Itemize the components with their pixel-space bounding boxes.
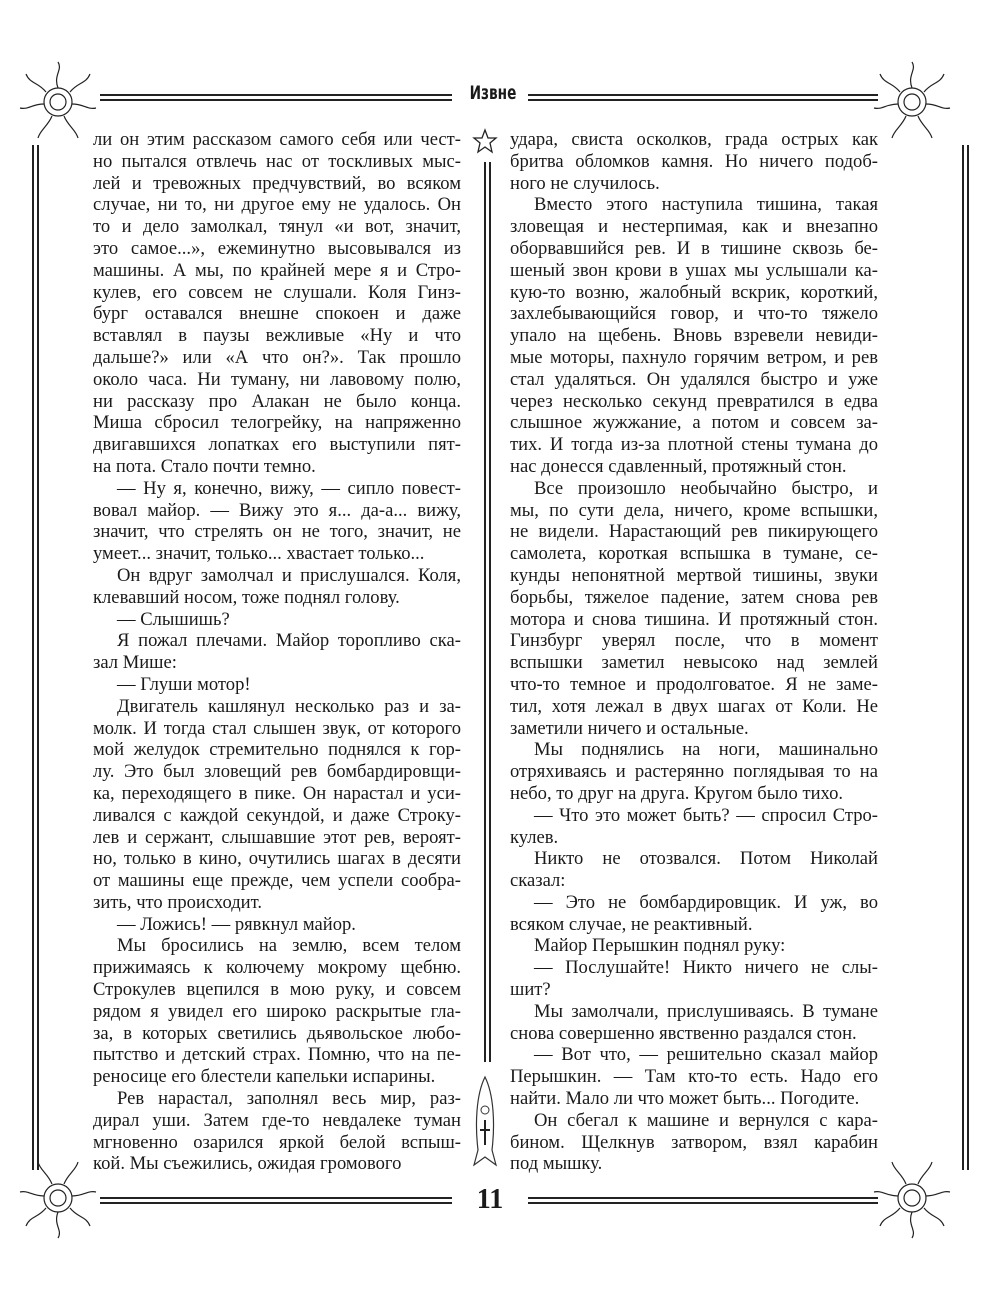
text-line: захлебывающийся говор, и что-то тяжело xyxy=(510,303,878,325)
paragraph xyxy=(510,1044,878,1109)
paragraph xyxy=(510,478,878,740)
running-title: Извне xyxy=(469,82,517,104)
text-line: Я пожал плечами. Майор торопливо ска- xyxy=(117,630,461,652)
text-line: бург оставался внешне спокоен и даже xyxy=(93,303,461,325)
paragraph xyxy=(93,630,461,674)
text-line: упало на щебень. Вновь взревели невиди- xyxy=(510,325,878,347)
text-line: мгновенно озарился яркой белой вспыш- xyxy=(93,1131,461,1153)
text-line: умеет... значит, только... хвастает только... xyxy=(93,543,425,565)
paragraph xyxy=(510,957,878,1001)
text-line: заметили ничего и остальные. xyxy=(510,717,749,739)
text-line: молк. И тогда стал слышен звук, от которого xyxy=(93,717,461,739)
text-line: самолета, короткая вспышка в тумане, се- xyxy=(510,543,878,565)
page-number: 11 xyxy=(476,1184,504,1215)
paragraph xyxy=(510,848,878,892)
text-column-left xyxy=(93,129,461,1175)
paragraph xyxy=(510,194,878,477)
paragraph xyxy=(510,1001,878,1045)
text-line: кулев. xyxy=(510,826,559,848)
text-line: дальше?» или «А что он?». Так прошло xyxy=(93,346,461,368)
text-line: машины. А мы, по крайней мере я и Стро- xyxy=(93,259,461,281)
text-line: значит, что стрелять он не того, значит, не xyxy=(93,521,461,543)
text-line: вовал майор. — Вижу это я... да-а... вижу, xyxy=(93,499,461,521)
text-line: бритва обломков камня. Но ничего подоб- xyxy=(510,150,878,172)
paragraph xyxy=(93,935,461,1088)
text-line: на пота. Стало почти темно. xyxy=(93,455,316,477)
rocket-icon xyxy=(470,1075,500,1170)
text-line: прижимаясь к колючему мокрому щебню. xyxy=(93,957,461,979)
text-line: за, в которых светились дьявольское любо- xyxy=(93,1022,461,1044)
text-line: — Глуши мотор! xyxy=(117,673,251,695)
paragraph xyxy=(93,914,461,936)
text-line: двигавшихся лопатках его выступили пят- xyxy=(93,434,461,456)
text-line: ли он этим рассказом самого себя или чест- xyxy=(93,129,461,150)
footer-rule-right xyxy=(528,1197,878,1204)
paragraph xyxy=(93,674,461,696)
text-line: Он сбегал к машине и вернулся с кара- xyxy=(534,1109,878,1131)
text-line: Майор Перышкин поднял руку: xyxy=(534,935,786,957)
text-line: вспышки заметил невысоко над землей xyxy=(510,652,878,674)
text-line: — Ну я, конечно, вижу, — сипло повест- xyxy=(117,477,461,499)
paragraph xyxy=(93,1088,461,1175)
text-line: ка, переходящего в пике. Он нарастал и уси- xyxy=(93,782,461,804)
text-line: отряхиваясь и растерянно поглядывая то на xyxy=(510,761,878,783)
text-line: — Это не бомбардировщик. И уж, во xyxy=(534,891,878,913)
footer-rule-left xyxy=(100,1197,452,1204)
text-line: ни рассказу про Алакан не было конца. xyxy=(93,390,461,412)
text-line: Мы бросились на землю, всем телом xyxy=(117,935,461,957)
paragraph xyxy=(93,609,461,631)
paragraph xyxy=(510,129,878,194)
border-left xyxy=(32,145,39,1170)
text-line: лу. Это был зловещий рев бомбардировщи- xyxy=(93,761,461,783)
text-line: Мы замолчали, прислушиваясь. В тумане xyxy=(534,1000,878,1022)
text-line: кой. Мы съежились, ожидая громового xyxy=(93,1153,402,1175)
text-line: кулев, его совсем не слушали. Коля Гинз- xyxy=(93,281,461,303)
corner-ornament-bottom-right xyxy=(872,1160,952,1240)
text-line: лев и сержант, слышавшие этот рев, вероят- xyxy=(93,826,461,848)
text-line: Рев нарастал, заполнял весь мир, раз- xyxy=(117,1088,461,1110)
text-line: Он вдруг замолчал и прислушался. Коля, xyxy=(117,564,461,586)
text-line: пытство и детский страх. Помню, что на пе- xyxy=(93,1044,461,1066)
header-rule-left xyxy=(100,94,452,101)
text-line: то и дело замолкал, тянул «и вот, значит, xyxy=(93,216,461,238)
text-line: зить, что происходит. xyxy=(93,891,263,913)
text-line: около часа. Ни туману, ни лавовому полю, xyxy=(93,368,461,390)
paragraph xyxy=(510,805,878,849)
paragraph xyxy=(93,696,461,914)
text-line: под мышку. xyxy=(510,1153,603,1175)
text-line: мы, по сути дела, ничего, кроме вспышки, xyxy=(510,499,878,521)
text-line: Двигатель кашлянул несколько раз и за- xyxy=(117,695,461,717)
text-line: клевавший носом, тоже поднял голову. xyxy=(93,586,400,608)
text-line: мотора и снова тишина. И протяжный стон. xyxy=(510,608,878,630)
text-line: — Ложись! — рявкнул майор. xyxy=(117,913,356,935)
text-line: Перышкин. — Там кто-то есть. Надо его xyxy=(510,1066,878,1088)
paragraph xyxy=(93,129,461,478)
text-line: кую-то возню, жалобный вскрик, короткий, xyxy=(510,281,878,303)
paragraph xyxy=(93,565,461,609)
text-line: небо, то друг на друга. Кругом было тихо. xyxy=(510,782,844,804)
text-line: от машины еще прежде, чем успели сообра- xyxy=(93,870,461,892)
text-line: реносице его блестели капельки испарины. xyxy=(93,1066,436,1088)
text-line: не видели. Нарастающий рев пикирующего xyxy=(510,521,878,543)
text-line: бином. Щелкнув затвором, взял карабин xyxy=(510,1131,878,1153)
text-line: Все произошло необычайно быстро, и xyxy=(534,477,878,499)
text-column-right xyxy=(510,129,878,1175)
paragraph xyxy=(510,1110,878,1175)
corner-ornament-bottom-left xyxy=(18,1160,98,1240)
text-line: удара, свиста осколков, града острых как xyxy=(510,129,878,150)
text-line: это самое...», ежеминутно высовывался из xyxy=(93,237,461,259)
text-line: борьбы, тяжелое падение, затем снова рев xyxy=(510,586,878,608)
text-line: лей и тревожных предчувствий, во всяком xyxy=(93,172,461,194)
text-line: Никто не отозвался. Потом Николай xyxy=(534,848,878,870)
text-line: шеный звон крови в ушах мы услышали ка- xyxy=(510,259,878,281)
text-line: дирал уши. Затем где-то невдалеке туман xyxy=(93,1109,461,1131)
text-line: мые моторы, пахнуло горячим ветром, и рев xyxy=(510,346,878,368)
paragraph xyxy=(93,478,461,565)
text-line: шит? xyxy=(510,979,551,1001)
text-line: найти. Мало ли что может быть... Погодите. xyxy=(510,1088,860,1110)
text-line: — Слышишь? xyxy=(117,608,230,630)
text-line: тих. И тогда из-за плотной стены тумана до xyxy=(510,434,878,456)
text-line: ного не случилось. xyxy=(510,172,660,194)
text-line: Строкулев вцепился в мою руку, и совсем xyxy=(93,979,461,1001)
text-line: мой желудок стремительно поднялся к гор- xyxy=(93,739,461,761)
column-divider xyxy=(484,162,491,1062)
text-line: всяком случае, не реактивный. xyxy=(510,913,753,935)
text-line: оборвавшийся рев. И в тишине сквозь бе- xyxy=(510,237,878,259)
border-right xyxy=(962,145,969,1170)
paragraph xyxy=(510,935,878,957)
text-line: рядом я увидел его широко раскрытые гла- xyxy=(93,1000,461,1022)
paragraph xyxy=(510,739,878,804)
text-line: слышное жужжание, а потом и совсем за- xyxy=(510,412,878,434)
text-line: кунды непонятной мертвой тишины, звуки xyxy=(510,564,878,586)
text-line: Миша сбросил телогрейку, на напряженно xyxy=(93,412,461,434)
text-line: Мы поднялись на ноги, машинально xyxy=(534,739,878,761)
text-line: — Что это может быть? — спросил Стро- xyxy=(534,804,878,826)
text-line: через несколько секунд превратился в едва xyxy=(510,390,878,412)
text-line: Вместо этого наступила тишина, такая xyxy=(534,194,878,216)
text-line: ливался с каждой секундой, и даже Строку- xyxy=(93,804,461,826)
text-line: снова совершенно явственно раздался стон. xyxy=(510,1022,857,1044)
text-line: зловещая и нестерпимая, как и внезапно xyxy=(510,216,878,238)
paragraph xyxy=(510,892,878,936)
text-line: вставлял в паузы вежливые «Ну и что xyxy=(93,325,461,347)
text-line: стал удаляться. Он удалялся быстро и уже xyxy=(510,368,878,390)
corner-ornament-top-left xyxy=(18,60,98,140)
text-line: тил, хотя лежал в двух шагах от Коли. Не xyxy=(510,695,878,717)
text-line: — Вот что, — решительно сказал майор xyxy=(534,1044,878,1066)
text-line: нас донесся сдавленный, протяжный стон. xyxy=(510,455,847,477)
text-line: но пытался отвлечь нас от тоскливых мыс- xyxy=(93,150,461,172)
text-line: что-то темное и продолговатое. Я не заме- xyxy=(510,673,878,695)
text-line: случае, ни то, ни другое ему не удалось. Он xyxy=(93,194,461,216)
text-line: сказал: xyxy=(510,870,566,892)
text-line: зал Мише: xyxy=(93,652,177,674)
text-line: но, только в кино, очутились шагах в десяти xyxy=(93,848,461,870)
star-icon xyxy=(472,128,498,154)
header-rule-right xyxy=(528,94,878,101)
corner-ornament-top-right xyxy=(872,60,952,140)
text-line: — Послушайте! Никто ничего не слы- xyxy=(534,957,878,979)
text-line: Гинзбург уверял после, что в момент xyxy=(510,630,878,652)
